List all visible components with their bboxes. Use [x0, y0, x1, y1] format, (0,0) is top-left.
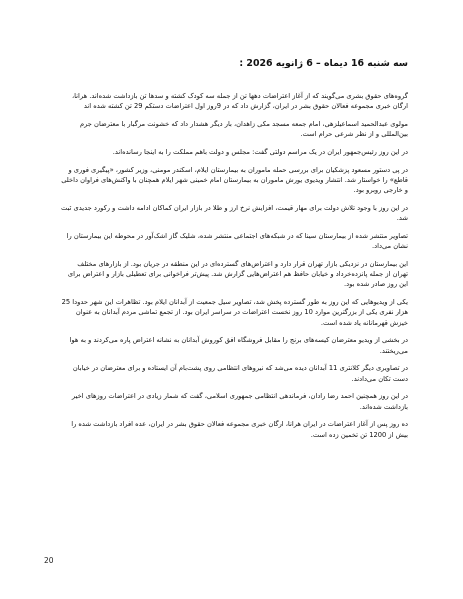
paragraph-police-station: در تصاویری دیگر کلانتری 11 آبدانان دیده می‌شد که نیروهای انتظامی روی پشت‌بام آن ایستاده و برای معترضان در خیابان دست تکان می‌دادند. — [72, 364, 408, 383]
paragraph-tehran-bazaar: این بیمارستان در نزدیکی بازار تهران قرار دارد و اعتراض‌های گسترده‌ای در این منطقه در جریان بود. از بازارهای مختلف تهران از جمله پانزده‌خرداد و خیابان حافظ هم اعتراض‌هایی گزارش شد. پیش‌تر فراخوانی برای تعطیلی بازار و اعتراض برای این روز صادر شده بود. — [67, 260, 408, 289]
page-number: 20 — [44, 556, 54, 565]
paragraph-sina-hospital: تصاویر منتشر شده از بیمارستان سینا که در شبکه‌های اجتماعی منتشر شده، شلیک گاز اشک‌آور در محوطه این بیمارستان را نشان می‌داد. — [66, 232, 408, 251]
paragraph-casualties: گروه‌های حقوق بشری می‌گویند که از آغاز اعتراضات دهها تن از جمله سه کودک کشته و سدها تن بازداشت شده‌اند. هرانا، ارگان خبری مجموعه فعالان حقوق بشر در ایران، گزارش داد که در 9روز اول اعتراضات دستکم 29 تن کشته شده اند — [71, 92, 408, 111]
paragraph-rice-bags: در بخشی از ویدیو معترضان کیسه‌های برنج را مقابل فروشگاه افق کوروش آبدانان به نشانه اعتراض پاره می‌کردند و به هوا می‌ریختند. — [69, 336, 408, 355]
paragraph-ilam-hospital: در پی دستور مسعود پزشکیان برای بررسی حمله ماموران به بیمارستان ایلام، اسکندر مومنی، وزیر کشور، «پیگیری فوری و قاطع» را خواستار شد. انتشار ویدیوی یورش ماموران به بیمارستان امام خمینی شهر ایلام همچنان با واکنش‌های فراوان داخلی و خارجی روبرو بود. — [61, 165, 408, 195]
paragraph-abdanan-crowd: یکی از ویدیوهایی که این روز به طور گسترده پخش شد، تصاویر سیل جمعیت از آبدانان ایلام بود. تظاهرات این شهر حدودا 25 هزار نفری یکی از بزرگترین موارد 10 روز نخست اعتراضات در سراسر ایران بود. از تجمع تماشی مردم آبدانان به عنوان خیزش قهرمانانه یاد شده است. — [61, 298, 408, 327]
paragraph-president-remark: در این روز رئیس‌جمهور ایران در یک مراسم دولتی گفت: مجلس و دولت باهم مملکت را به اینجا رسانده‌اند. — [112, 148, 408, 156]
paragraph-detainee-count: ده روز پس از آغاز اعتراضات در ایران هرانا، ارگان خبری مجموعه فعالان حقوق بشر در ایران، عده افراد بازداشت شده را بیش از 1200 تن تخمین زده است. — [71, 420, 408, 439]
paragraph-zahedan-imam: مولوی عبدالحمید اسماعیلزهی، امام جمعه مسجد مکی زاهدان، بار دیگر هشدار داد که خشونت مرگبار با معترضان جرم بین‌المللی و از نظر شرعی حرام است. — [79, 120, 408, 139]
date-heading: سه شنبه 16 دیماه – 6 ژانویه 2026 : — [239, 58, 408, 69]
paragraph-currency-gold: در این روز با وجود تلاش دولت برای مهار قیمت، افزایش نرخ ارز و طلا در بازار ایران کماکان ادامه داشت و رکورد جدیدی ثبت شد. — [60, 204, 408, 223]
paragraph-radan-arrests: در این روز همچنین احمد رضا رادان، فرماندهی انتظامی جمهوری اسلامی، گفت که شمار زیادی در اعتراضات روزهای اخیر بازداشت شده‌اند. — [71, 392, 408, 411]
page-body — [60, 58, 408, 447]
